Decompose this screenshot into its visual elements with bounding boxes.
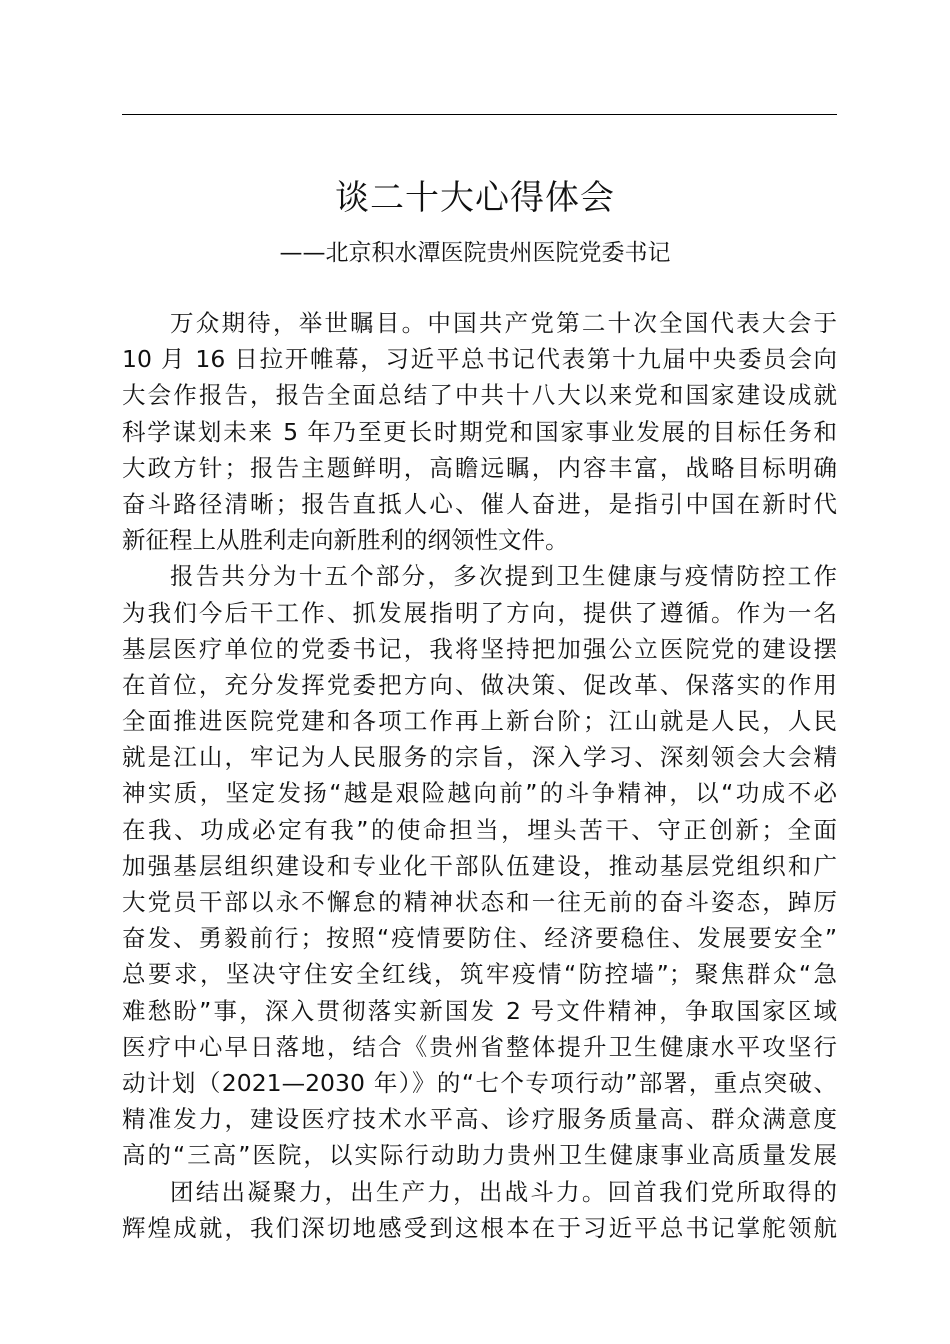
text-line: 加强基层组织建设和专业化干部队伍建设，推动基层党组织和广 xyxy=(122,851,837,880)
text-line: 基层医疗单位的党委书记，我将坚持把加强公立医院党的建设摆 xyxy=(122,634,837,663)
document-subtitle: ——北京积水潭医院贵州医院党委书记 xyxy=(279,240,671,266)
text-line: 新征程上从胜利走向新胜利的纲领性文件。 xyxy=(122,526,569,555)
text-line: 10 月 16 日拉开帷幕，习近平总书记代表第十九届中央委员会向 xyxy=(122,345,837,374)
text-line: 在我、功成必定有我”的使命担当，埋头苦干、守正创新；全面 xyxy=(122,815,837,844)
text-line: 大会作报告，报告全面总结了中共十八大以来党和国家建设成就 xyxy=(122,381,837,410)
text-line: 医疗中心早日落地，结合《贵州省整体提升卫生健康水平攻坚行 xyxy=(122,1032,837,1061)
text-line: 在首位，充分发挥党委把方向、做决策、促改革、保落实的作用 xyxy=(122,670,837,699)
text-line: 就是江山，牢记为人民服务的宗旨，深入学习、深刻领会大会精 xyxy=(122,743,837,772)
document-title: 谈二十大心得体会 xyxy=(335,178,615,218)
text-line: 精准发力，建设医疗技术水平高、诊疗服务质量高、群众满意度 xyxy=(122,1105,837,1134)
text-line: 总要求，坚决守住安全红线，筑牢疫情“防控墙”；聚焦群众“急 xyxy=(122,960,837,989)
text-line: 高的“三高”医院，以实际行动助力贵州卫生健康事业高质量发展 xyxy=(122,1141,837,1170)
text-line: 神实质，坚定发扬“越是艰险越向前”的斗争精神，以“功成不必 xyxy=(122,779,837,808)
body-text xyxy=(122,305,837,1246)
text-line: 难愁盼”事，深入贯彻落实新国发 2 号文件精神，争取国家区域 xyxy=(122,996,837,1025)
text-line: 报告共分为十五个部分，多次提到卫生健康与疫情防控工作 xyxy=(170,562,837,591)
text-line: 大党员干部以永不懈怠的精神状态和一往无前的奋斗姿态，踔厉 xyxy=(122,888,837,916)
text-line: 万众期待，举世瞩目。中国共产党第二十次全国代表大会于 xyxy=(170,309,837,337)
text-line: 科学谋划未来 5 年乃至更长时期党和国家事业发展的目标任务和 xyxy=(122,417,837,446)
text-line: 奋斗路径清晰；报告直抵人心、催人奋进，是指引中国在新时代 xyxy=(122,489,837,518)
text-line: 奋发、勇毅前行；按照“疫情要防住、经济要稳住、发展要安全” xyxy=(122,924,837,953)
text-line: 动计划（2021—2030 年）》的“七个专项行动”部署，重点突破、 xyxy=(122,1068,837,1097)
header-rule xyxy=(122,114,837,115)
text-line: 为我们今后干工作、抓发展指明了方向，提供了遵循。作为一名 xyxy=(122,598,837,627)
text-line: 团结出凝聚力，出生产力，出战斗力。回首我们党所取得的 xyxy=(170,1177,837,1206)
text-line: 大政方针；报告主题鲜明，高瞻远瞩，内容丰富，战略目标明确 xyxy=(122,453,837,482)
text-line: 全面推进医院党建和各项工作再上新台阶；江山就是人民，人民 xyxy=(122,707,837,736)
text-line: 辉煌成就，我们深切地感受到这根本在于习近平总书记掌舵领航 xyxy=(122,1213,837,1242)
